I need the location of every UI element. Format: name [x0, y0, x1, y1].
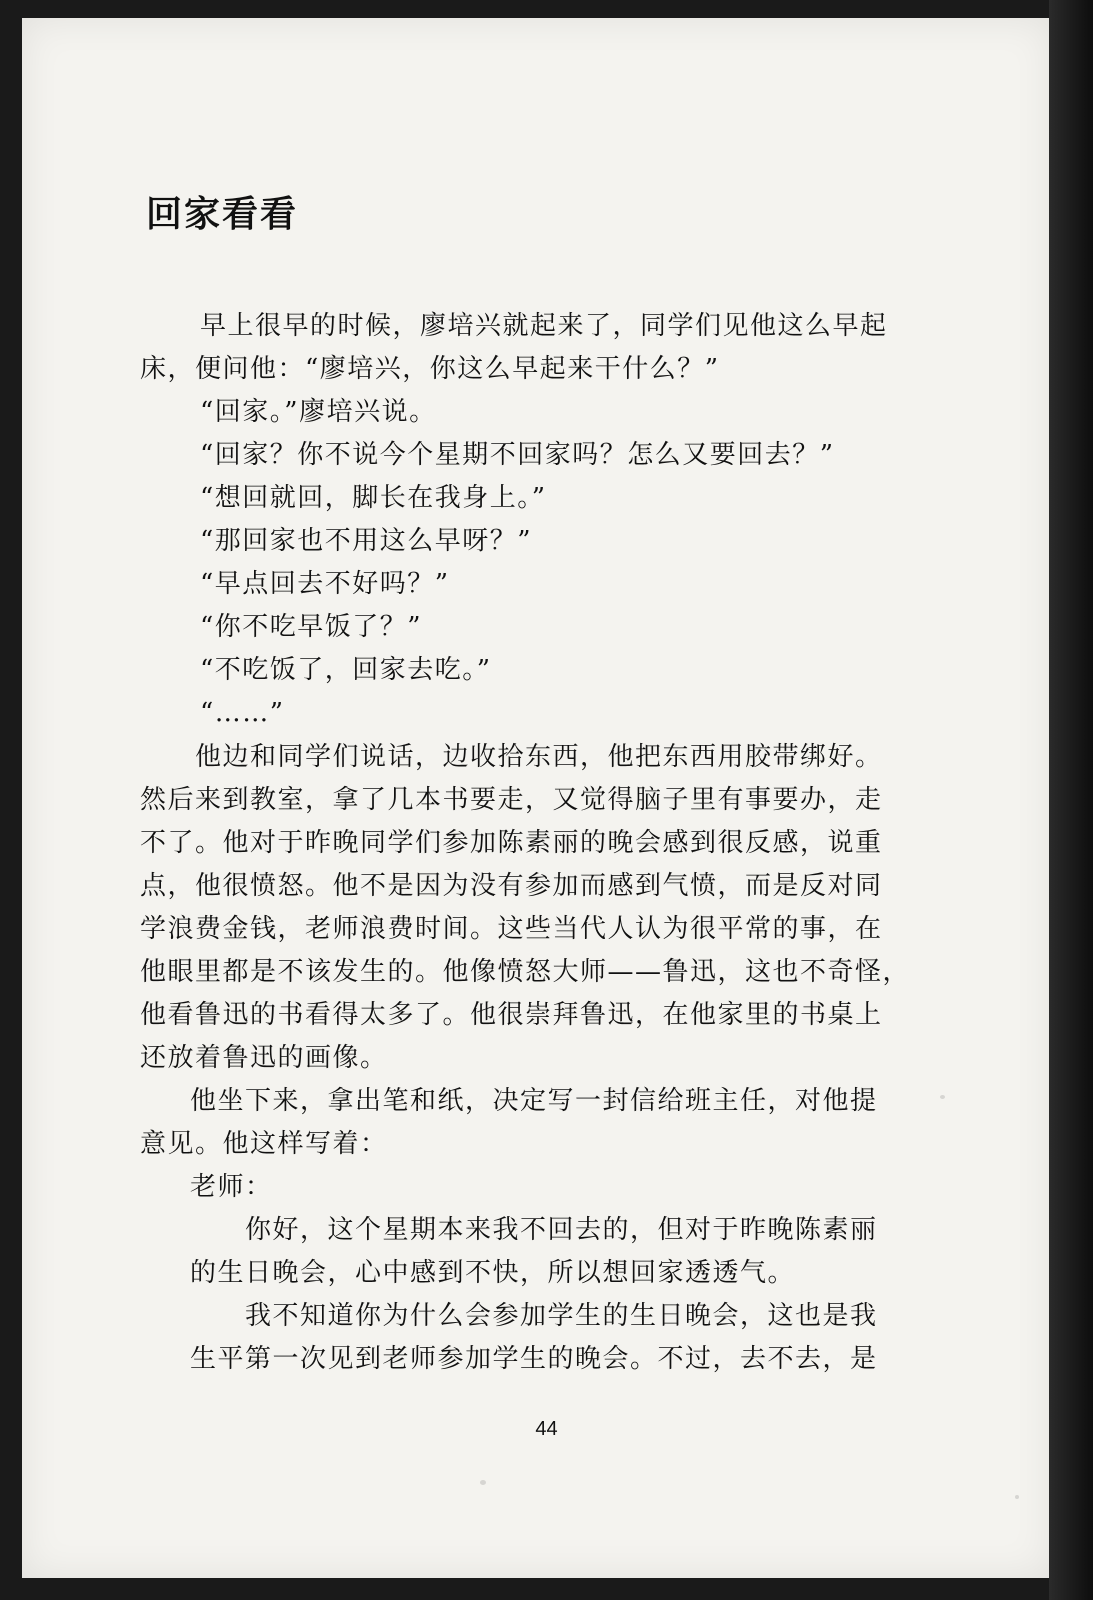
text-line: “回家？你不说今个星期不回家吗？怎么又要回去？” [200, 440, 835, 470]
scan-speck [480, 1480, 486, 1485]
text-line: 然后来到教室，拿了几本书要走，又觉得脑子里有事要办，走 [140, 785, 883, 815]
text-line: 学浪费金钱，老师浪费时间。这些当代人认为很平常的事，在 [140, 914, 883, 944]
text-line: 他边和同学们说话，边收拾东西，他把东西用胶带绑好。 [195, 742, 883, 772]
text-line: 不了。他对于昨晚同学们参加陈素丽的晚会感到很反感，说重 [140, 828, 883, 858]
text-line: 他坐下来，拿出笔和纸，决定写一封信给班主任，对他提 [190, 1086, 878, 1116]
text-line: 意见。他这样写着： [140, 1129, 388, 1159]
text-line: “那回家也不用这么早呀？” [200, 526, 533, 556]
text-line: “想回就回，脚长在我身上。” [200, 483, 547, 513]
text-line: 点，他很愤怒。他不是因为没有参加而感到气愤，而是反对同 [140, 871, 883, 901]
text-line: “……” [200, 698, 285, 728]
text-line: “回家。”廖培兴说。 [200, 397, 437, 427]
chapter-title: 回家看看 [146, 194, 299, 235]
text-line: 他看鲁迅的书看得太多了。他很崇拜鲁迅，在他家里的书桌上 [140, 1000, 883, 1030]
text-line: “早点回去不好吗？” [200, 569, 450, 599]
scan-speck [940, 1095, 945, 1099]
text-line: 床，便问他：“廖培兴，你这么早起来干什么？” [140, 354, 720, 384]
text-line: 的生日晚会，心中感到不快，所以想回家透透气。 [190, 1258, 796, 1288]
text-line: 生平第一次见到老师参加学生的晚会。不过，去不去，是 [190, 1344, 878, 1374]
text-line: 我不知道你为什么会参加学生的生日晚会，这也是我 [245, 1301, 878, 1331]
page-number: 44 [535, 1418, 558, 1440]
text-line: 你好，这个星期本来我不回去的，但对于昨晚陈素丽 [245, 1215, 878, 1245]
scan-speck [1015, 1495, 1019, 1499]
text-line: 还放着鲁迅的画像。 [140, 1043, 388, 1073]
text-line: 早上很早的时候，廖培兴就起来了，同学们见他这么早起 [200, 311, 888, 341]
text-line: 老师： [190, 1172, 273, 1202]
text-line: 他眼里都是不该发生的。他像愤怒大师——鲁迅，这也不奇怪， [140, 957, 911, 987]
scan-edge [1049, 0, 1093, 1600]
text-line: “你不吃早饭了？” [200, 612, 423, 642]
text-line: “不吃饭了，回家去吃。” [200, 655, 492, 685]
